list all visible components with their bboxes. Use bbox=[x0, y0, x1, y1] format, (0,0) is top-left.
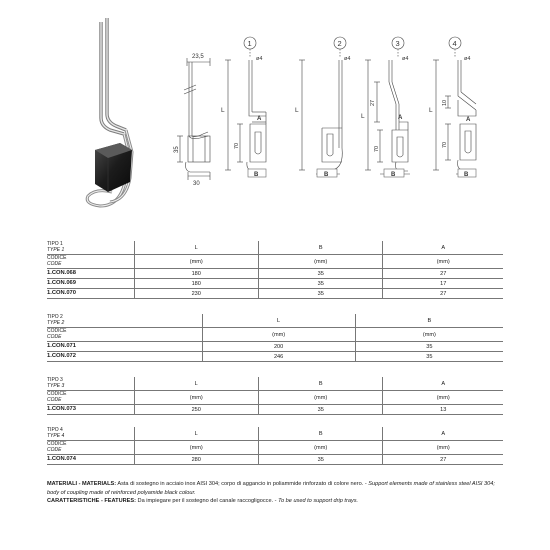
type-4-dim-10: 10 bbox=[442, 99, 448, 106]
type-2-number: 2 bbox=[337, 39, 342, 48]
unit-cell: (mm) bbox=[134, 255, 258, 269]
value-cell: 17 bbox=[383, 279, 503, 289]
type-label: TIPO 1 TYPE 1 bbox=[47, 241, 134, 255]
value-cell: 246 bbox=[202, 352, 355, 362]
dim-base-label: 30 bbox=[193, 181, 200, 187]
spec-table-type-2 bbox=[47, 314, 503, 362]
type-3-dim-27: 27 bbox=[370, 99, 376, 106]
technical-drawings bbox=[0, 0, 550, 225]
type-4-dim-L: L bbox=[429, 107, 433, 114]
value-cell: 27 bbox=[383, 289, 503, 299]
code-label: CODICE CODE bbox=[47, 441, 134, 455]
unit-cell: (mm) bbox=[258, 391, 382, 405]
unit-cell: (mm) bbox=[258, 441, 382, 455]
type-3-dim-B: B bbox=[391, 172, 396, 178]
type-3-dim-A: A bbox=[398, 115, 403, 121]
column-header: A bbox=[383, 377, 503, 391]
type-4-dim-A: A bbox=[466, 117, 471, 123]
spec-table-type-1 bbox=[47, 241, 503, 299]
type-3-diameter: ø4 bbox=[402, 56, 409, 62]
column-header: L bbox=[202, 314, 355, 328]
product-code: 1.CON.069 bbox=[47, 279, 134, 289]
dim-width-label: 23,5 bbox=[192, 54, 204, 60]
column-header: A bbox=[383, 241, 503, 255]
value-cell: 35 bbox=[258, 289, 382, 299]
spec-table-type-4 bbox=[47, 427, 503, 465]
product-code: 1.CON.068 bbox=[47, 269, 134, 279]
features-text: Da impiegare per il sostegno del canale raccogligocce. - bbox=[135, 498, 279, 505]
table-unit-row bbox=[47, 255, 503, 269]
materials-text-en: Support elements made of stainless steel AISI 304; body of coupling made of reinforced polyamide black colour. bbox=[47, 481, 495, 496]
product-photo bbox=[87, 18, 132, 206]
value-cell: 280 bbox=[134, 455, 258, 465]
value-cell: 200 bbox=[202, 342, 355, 352]
unit-cell: (mm) bbox=[258, 255, 382, 269]
value-cell: 35 bbox=[355, 342, 503, 352]
type-4-dim-B: B bbox=[464, 172, 469, 178]
table-unit-row bbox=[47, 441, 503, 455]
type-1-dim-70: 70 bbox=[234, 142, 240, 149]
materials-text: Asta di sostegno in acciaio inox AISI 304; corpo di aggancio in poliammide rinforzato di colore nero. - bbox=[116, 481, 369, 487]
product-code: 1.CON.071 bbox=[47, 342, 202, 352]
value-cell: 180 bbox=[134, 279, 258, 289]
features-text-en: To be used to support drip trays. bbox=[278, 498, 359, 505]
value-cell: 35 bbox=[355, 352, 503, 362]
table-row bbox=[47, 269, 503, 279]
column-header: L bbox=[134, 427, 258, 441]
value-cell: 230 bbox=[134, 289, 258, 299]
value-cell: 35 bbox=[258, 269, 382, 279]
type-4-dim-70: 70 bbox=[442, 141, 448, 148]
type-2-diameter: ø4 bbox=[344, 56, 351, 62]
materials-heading: MATERIALI - MATERIALS: bbox=[47, 481, 117, 487]
unit-cell: (mm) bbox=[355, 328, 503, 342]
unit-cell: (mm) bbox=[202, 328, 355, 342]
table-header-row bbox=[47, 377, 503, 391]
table-unit-row bbox=[47, 328, 503, 342]
table-header-row bbox=[47, 314, 503, 328]
column-header: B bbox=[258, 377, 382, 391]
side-view-drawing bbox=[177, 58, 210, 180]
unit-cell: (mm) bbox=[134, 391, 258, 405]
code-label: CODICE CODE bbox=[47, 328, 202, 342]
code-label: CODICE CODE bbox=[47, 255, 134, 269]
type-3-dim-70: 70 bbox=[374, 145, 380, 152]
unit-cell: (mm) bbox=[134, 441, 258, 455]
type-1-dim-B: B bbox=[254, 172, 259, 178]
materials-note bbox=[47, 480, 507, 497]
value-cell: 250 bbox=[134, 405, 258, 415]
table-unit-row bbox=[47, 391, 503, 405]
column-header: B bbox=[258, 241, 382, 255]
value-cell: 27 bbox=[383, 455, 503, 465]
column-header: B bbox=[258, 427, 382, 441]
value-cell: 13 bbox=[383, 405, 503, 415]
product-code: 1.CON.073 bbox=[47, 405, 134, 415]
table-row bbox=[47, 455, 503, 465]
table-row bbox=[47, 289, 503, 299]
value-cell: 27 bbox=[383, 269, 503, 279]
product-code: 1.CON.074 bbox=[47, 455, 134, 465]
value-cell: 35 bbox=[258, 279, 382, 289]
type-4-number: 4 bbox=[452, 39, 457, 48]
features-note bbox=[47, 497, 507, 506]
type-3-dim-L: L bbox=[361, 113, 365, 120]
table-header-row bbox=[47, 427, 503, 441]
type-label: TIPO 4 TYPE 4 bbox=[47, 427, 134, 441]
code-label: CODICE CODE bbox=[47, 391, 134, 405]
type-1-diameter: ø4 bbox=[256, 56, 263, 62]
value-cell: 180 bbox=[134, 269, 258, 279]
value-cell: 35 bbox=[258, 455, 382, 465]
table-header-row bbox=[47, 241, 503, 255]
column-header: A bbox=[383, 427, 503, 441]
type-1-number: 1 bbox=[247, 39, 252, 48]
table-row bbox=[47, 352, 503, 362]
table-row bbox=[47, 279, 503, 289]
type-label: TIPO 3 TYPE 3 bbox=[47, 377, 134, 391]
type-label: TIPO 2 TYPE 2 bbox=[47, 314, 202, 328]
table-row bbox=[47, 405, 503, 415]
value-cell: 35 bbox=[258, 405, 382, 415]
unit-cell: (mm) bbox=[383, 441, 503, 455]
product-code: 1.CON.070 bbox=[47, 289, 134, 299]
type-1-dim-L: L bbox=[221, 107, 225, 114]
type-2-dim-L: L bbox=[295, 107, 299, 114]
features-heading: CARATTERISTICHE - FEATURES: bbox=[47, 498, 136, 505]
unit-cell: (mm) bbox=[383, 391, 503, 405]
type-2-dim-B: B bbox=[324, 172, 329, 178]
column-header: B bbox=[355, 314, 503, 328]
table-row bbox=[47, 342, 503, 352]
type-4-diameter: ø4 bbox=[464, 56, 471, 62]
spec-table-type-3 bbox=[47, 377, 503, 415]
column-header: L bbox=[134, 241, 258, 255]
type-2-drawing bbox=[299, 37, 346, 174]
notes bbox=[47, 480, 507, 506]
column-header: L bbox=[134, 377, 258, 391]
dim-body-height-label: 35 bbox=[174, 146, 180, 153]
product-code: 1.CON.072 bbox=[47, 352, 202, 362]
unit-cell: (mm) bbox=[383, 255, 503, 269]
type-1-dim-A: A bbox=[257, 116, 262, 122]
type-3-number: 3 bbox=[395, 39, 400, 48]
